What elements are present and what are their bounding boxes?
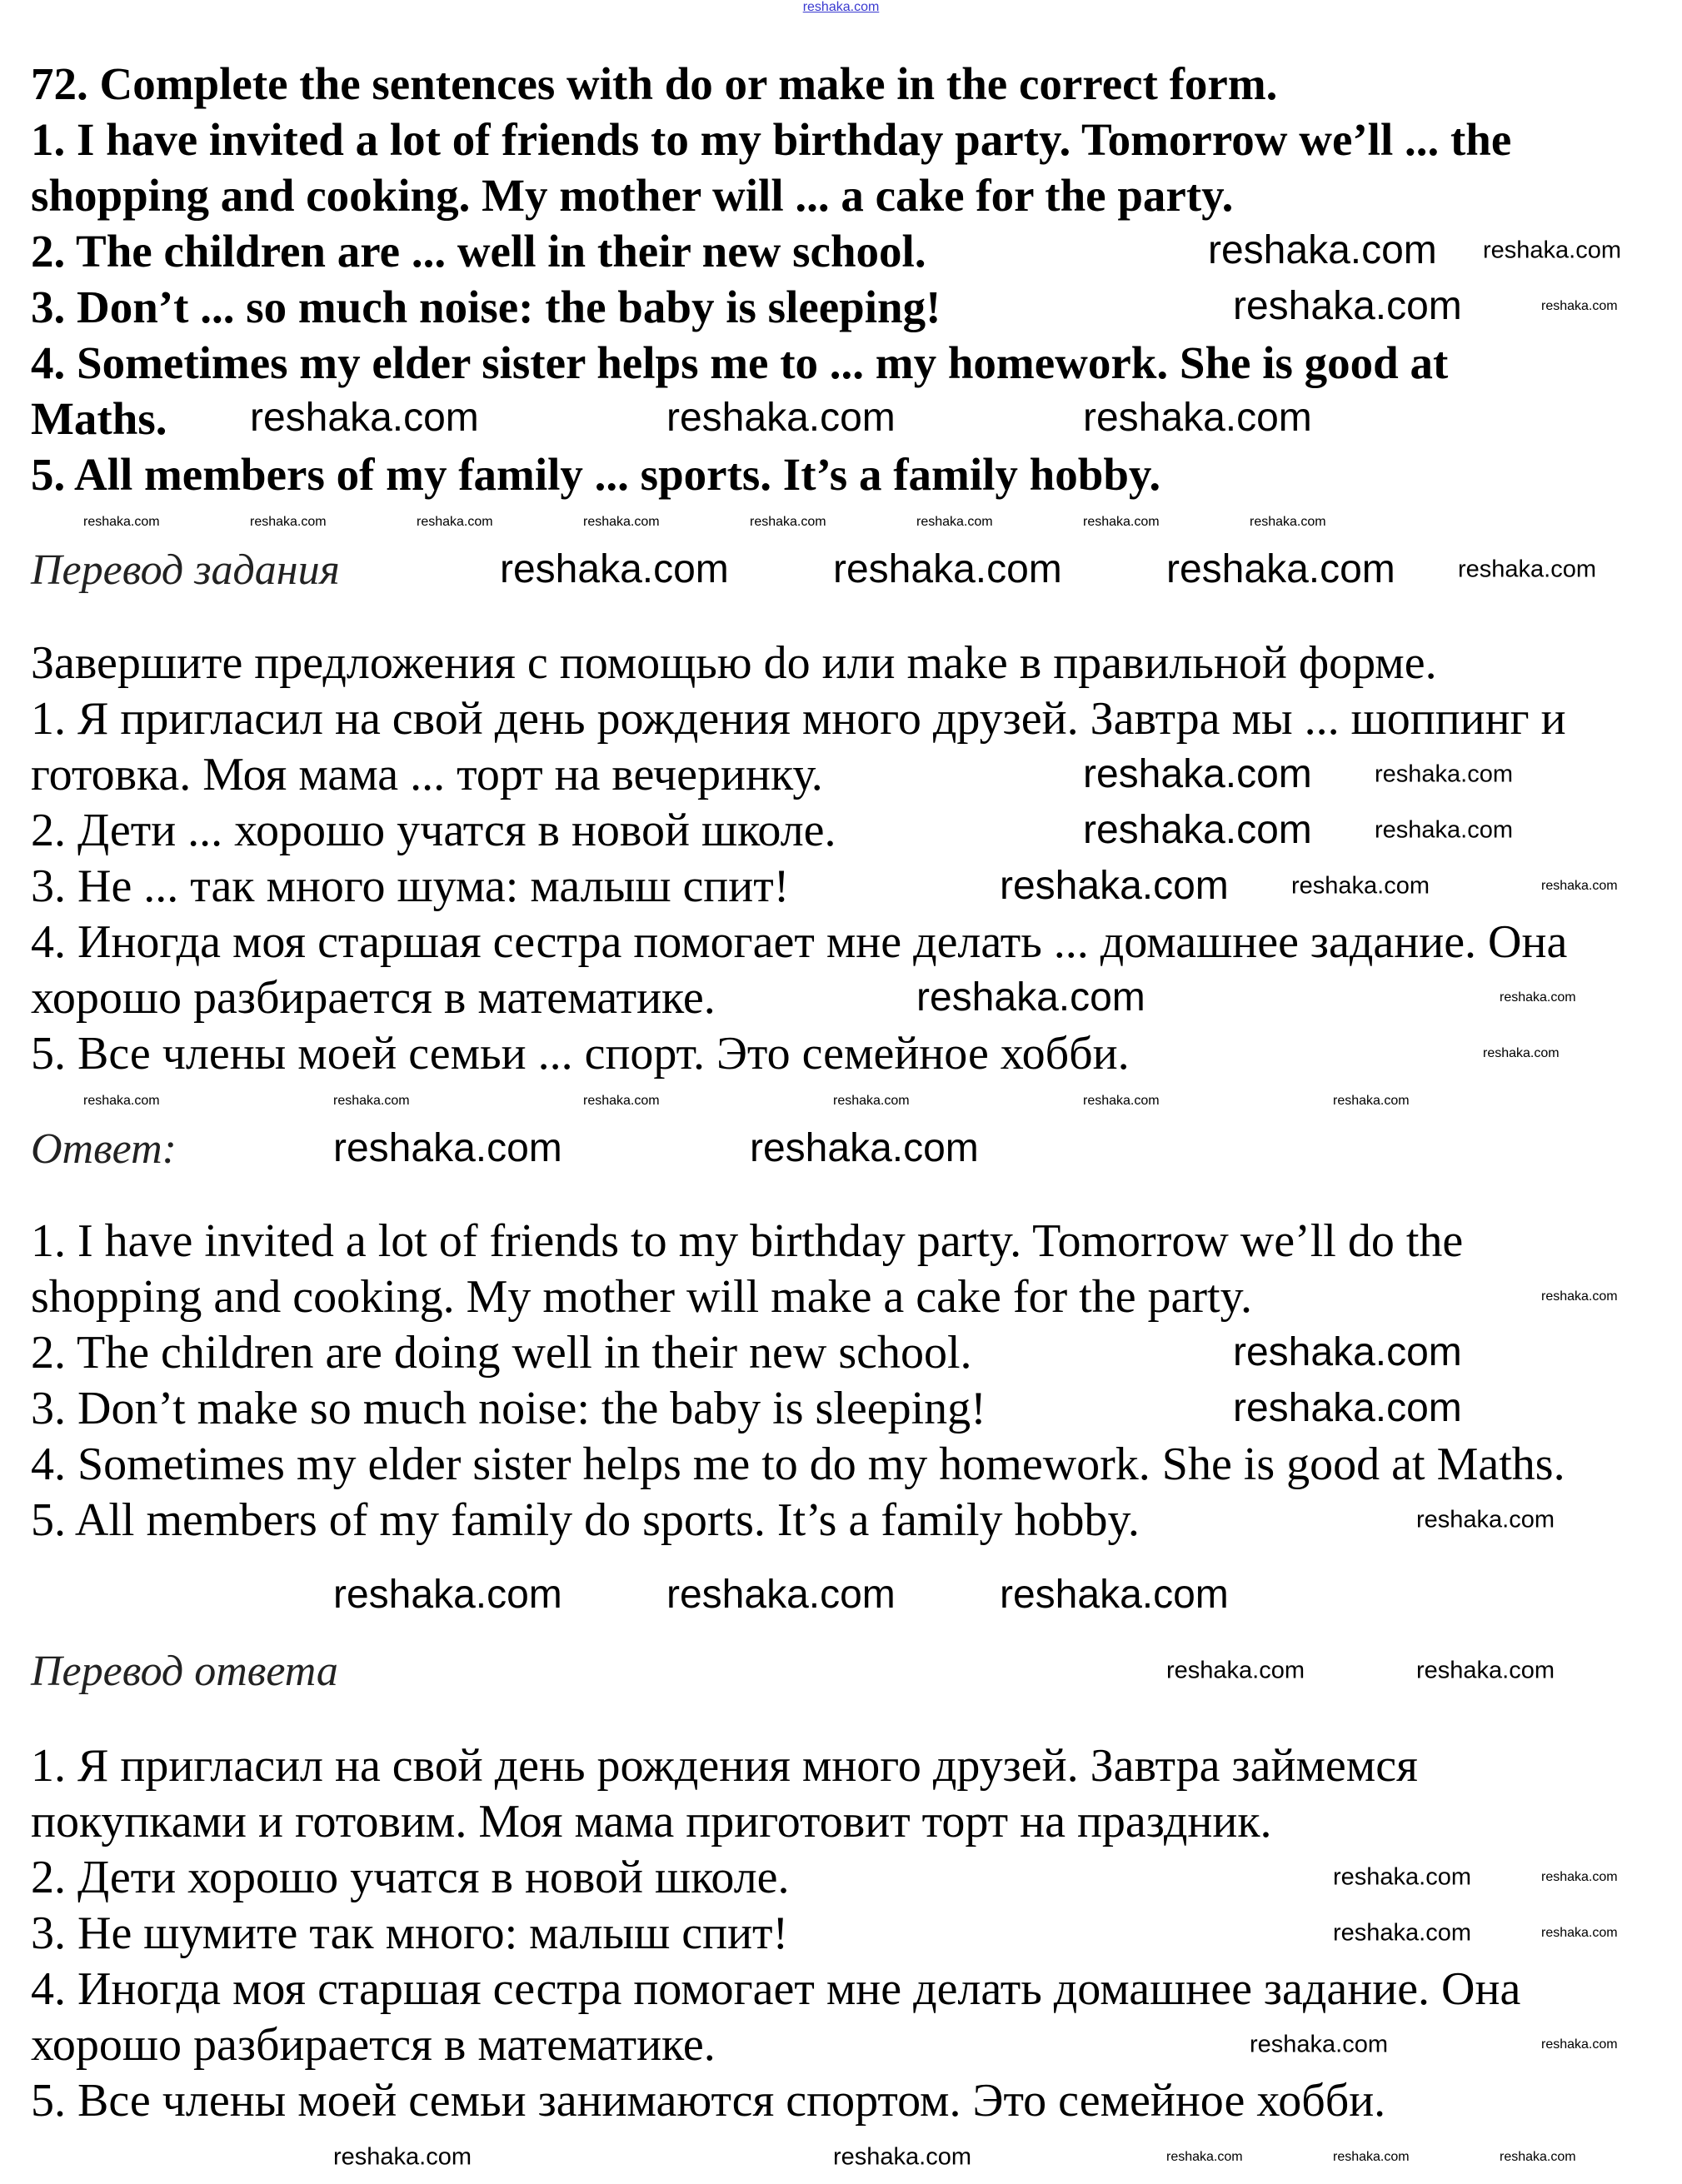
translation-line: хорошо разбирается в математике. (31, 972, 716, 1024)
answer-line: shopping and cooking. My mother will make a cake for the party. (31, 1271, 1252, 1323)
watermark-text: reshaka.com (1166, 2150, 1243, 2164)
watermark-text: reshaka.com (666, 396, 896, 440)
watermark-text: reshaka.com (583, 1094, 660, 1108)
answer-translation-block (31, 1738, 1520, 2129)
watermark-text: reshaka.com (1458, 556, 1597, 583)
watermark-text: reshaka.com (1208, 228, 1437, 272)
watermark-text: reshaka.com (250, 515, 327, 529)
watermark-text: reshaka.com (1250, 515, 1326, 529)
answer-translation-line: 4. Иногда моя старшая сестра помогает мне делать домашнее задание. Она (31, 1963, 1521, 2015)
watermark-text: reshaka.com (833, 1094, 910, 1108)
watermark-text: reshaka.com (1291, 872, 1430, 900)
task-translation-heading: Перевод задания (31, 546, 340, 594)
answer-line: 2. The children are doing well in their new school. (31, 1327, 972, 1379)
watermark-text: reshaka.com (1541, 1870, 1618, 1884)
watermark-text: reshaka.com (833, 2143, 972, 2171)
translation-line: 5. Все члены моей семьи ... спорт. Это семейное хобби. (31, 1028, 1130, 1080)
watermark-text: reshaka.com (1083, 396, 1312, 440)
task-line: Maths. (31, 393, 167, 444)
watermark-text: reshaka.com (1333, 1919, 1472, 1947)
watermark-text: reshaka.com (750, 515, 826, 529)
watermark-text: reshaka.com (1233, 284, 1462, 328)
header-watermark-link[interactable]: reshaka.com (802, 0, 880, 14)
watermark-text: reshaka.com (1541, 2037, 1618, 2052)
answer-line: 5. All members of my family do sports. It’s a family hobby. (31, 1494, 1140, 1546)
task-line: 2. The children are ... well in their new school. (31, 226, 926, 277)
translation-line: готовка. Моя мама ... торт на вечеринку. (31, 749, 823, 800)
watermark-text: reshaka.com (1083, 808, 1312, 852)
task-line: 3. Don’t ... so much noise: the baby is sleeping! (31, 282, 941, 332)
watermark-text: reshaka.com (1333, 1094, 1410, 1108)
watermark-text: reshaka.com (1333, 1863, 1472, 1891)
watermark-text: reshaka.com (1483, 1046, 1560, 1060)
answer-translation-line: 3. Не шумите так много: малыш спит! (31, 1907, 789, 1959)
watermark-text: reshaka.com (250, 396, 479, 440)
watermark-text: reshaka.com (1483, 237, 1622, 264)
answer-translation-line: хорошо разбирается в математике. (31, 2019, 716, 2071)
answer-translation-line: покупками и готовим. Моя мама приготовит торт на праздник. (31, 1796, 1272, 1847)
watermark-text: reshaka.com (833, 547, 1062, 591)
watermark-text: reshaka.com (1541, 879, 1618, 893)
watermark-text: reshaka.com (83, 1094, 160, 1108)
watermark-text: reshaka.com (1500, 2150, 1576, 2164)
watermark-text: reshaka.com (1166, 1657, 1305, 1684)
answer-translation-line: 1. Я пригласил на свой день рождения много друзей. Завтра займемся (31, 1740, 1418, 1792)
task-line: 1. I have invited a lot of friends to my birthday party. Tomorrow we’ll ... the (31, 114, 1512, 165)
watermark-text: reshaka.com (83, 515, 160, 529)
task-translation-block (31, 636, 1567, 1082)
task-line: shopping and cooking. My mother will ... a cake for the party. (31, 170, 1234, 221)
task-title: 72. Complete the sentences with do or make in the correct form. (31, 58, 1278, 109)
translation-line: Завершите предложения с помощью do или make в правильной форме. (31, 637, 1437, 689)
watermark-text: reshaka.com (583, 515, 660, 529)
task-line: 5. All members of my family ... sports. It’s a family hobby. (31, 449, 1161, 500)
answer-translation-heading: Перевод ответа (31, 1648, 338, 1695)
answer-translation-line: 5. Все члены моей семьи занимаются спортом. Это семейное хобби. (31, 2075, 1386, 2127)
watermark-text: reshaka.com (1000, 1573, 1229, 1617)
watermark-text: reshaka.com (1375, 760, 1514, 788)
answer-line: 4. Sometimes my elder sister helps me to do my homework. She is good at Maths. (31, 1439, 1565, 1490)
watermark-text: reshaka.com (1541, 1926, 1618, 1940)
answer-translation-line: 2. Дети хорошо учатся в новой школе. (31, 1852, 790, 1903)
watermark-text: reshaka.com (1541, 1289, 1618, 1304)
watermark-text: reshaka.com (333, 1094, 410, 1108)
answer-line: 1. I have invited a lot of friends to my birthday party. Tomorrow we’ll do the (31, 1215, 1464, 1267)
watermark-text: reshaka.com (1083, 1094, 1160, 1108)
watermark-text: reshaka.com (333, 1573, 562, 1617)
answer-block (31, 1214, 1565, 1548)
task-line: 4. Sometimes my elder sister helps me to ... my homework. She is good at (31, 337, 1449, 388)
answer-heading: Ответ: (31, 1125, 177, 1173)
watermark-text: reshaka.com (1416, 1506, 1555, 1533)
watermark-text: reshaka.com (1375, 816, 1514, 844)
translation-line: 1. Я пригласил на свой день рождения много друзей. Завтра мы ... шоппинг и (31, 693, 1566, 745)
watermark-text: reshaka.com (1500, 990, 1576, 1005)
watermark-text: reshaka.com (417, 515, 493, 529)
translation-line: 4. Иногда моя старшая сестра помогает мне делать ... домашнее задание. Она (31, 916, 1568, 968)
watermark-text: reshaka.com (1416, 1657, 1555, 1684)
watermark-text: reshaka.com (1083, 752, 1312, 796)
watermark-text: reshaka.com (916, 515, 993, 529)
watermark-text: reshaka.com (666, 1573, 896, 1617)
watermark-text: reshaka.com (1233, 1386, 1462, 1430)
watermark-text: reshaka.com (1233, 1330, 1462, 1374)
translation-line: 2. Дети ... хорошо учатся в новой школе. (31, 805, 836, 856)
watermark-text: reshaka.com (1166, 547, 1395, 591)
watermark-text: reshaka.com (750, 1126, 979, 1170)
watermark-text: reshaka.com (1000, 864, 1229, 908)
answer-line: 3. Don’t make so much noise: the baby is sleeping! (31, 1383, 986, 1434)
watermark-text: reshaka.com (333, 1126, 562, 1170)
watermark-text: reshaka.com (333, 2143, 472, 2171)
watermark-text: reshaka.com (1083, 515, 1160, 529)
watermark-text: reshaka.com (1333, 2150, 1410, 2164)
watermark-text: reshaka.com (1541, 299, 1618, 313)
watermark-text: reshaka.com (916, 975, 1145, 1020)
watermark-text: reshaka.com (1250, 2031, 1389, 2058)
watermark-text: reshaka.com (500, 547, 729, 591)
translation-line: 3. Не ... так много шума: малыш спит! (31, 860, 790, 912)
